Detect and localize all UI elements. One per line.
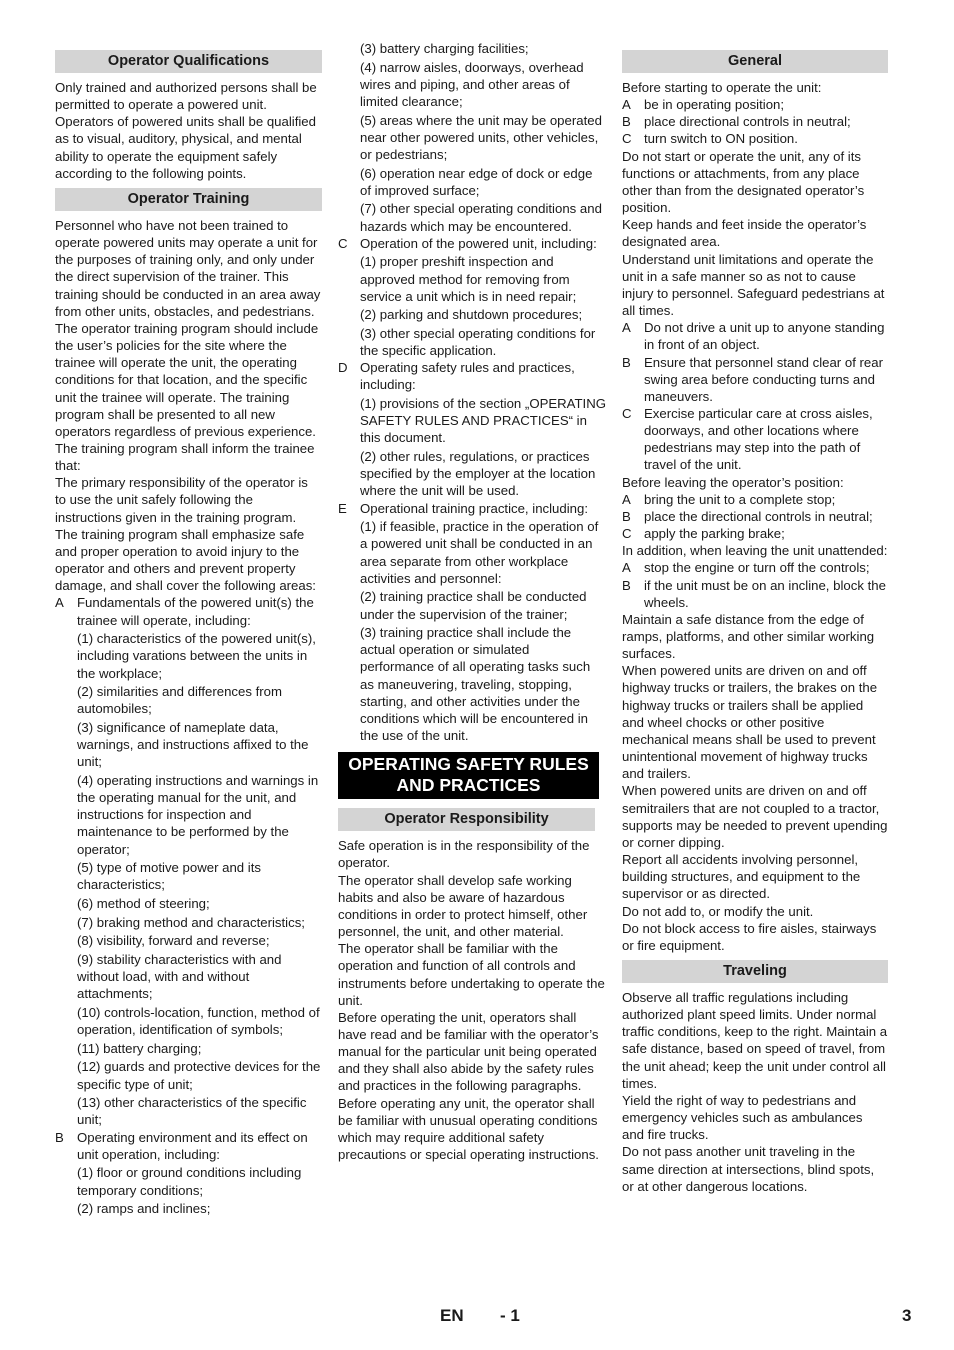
sub-item: (5) areas where the unit may be operated near other powered units, other vehicles, or pedestrians; [360, 112, 602, 162]
heading-operator-training: Operator Training [55, 188, 322, 211]
paragraph: Report all accidents involving personnel, building structures, and equipment to the supervisor or as directed. [622, 852, 861, 902]
sub-item: (5) type of motive power and its characteristics; [77, 860, 261, 893]
column-right [622, 44, 888, 1195]
paragraph: The operator training program should include the user’s policies for the site where the trainee will operate the unit, the operating conditions for that location, and the specific unit the trainee will operate. The training program shall be presented to all new operators regardless of previous experience. [55, 320, 319, 439]
list-letter: B [622, 577, 631, 593]
paragraph: Personnel who have not been trained to operate powered units may operate a unit for the purposes of training only, and only under the direct supervision of the trainer. This training should be conducted in an area away from other units, obstacles, and pedestrians. [55, 217, 321, 319]
paragraph: Before operating the unit, operators shall have read and be familiar with the operator’s manual for the particular unit being operated and they shall also abide by the safety rules and practices in the following paragraphs. [338, 1009, 599, 1094]
list-text: turn switch to ON position. [644, 131, 798, 147]
list-letter: B [55, 1129, 64, 1145]
list-letter: B [622, 114, 631, 130]
list-text: place directional controls in neutral; [644, 114, 851, 130]
list-text: apply the parking brake; [644, 526, 785, 542]
list-text: bring the unit to a complete stop; [644, 491, 836, 507]
paragraph: Do not pass another unit traveling in the same direction at intersections, blind spots, or at other dangerous locations. [622, 1144, 875, 1194]
paragraph: Before starting to operate the unit: [622, 80, 822, 95]
list-letter: B [622, 354, 631, 370]
sub-item: (6) method of steering; [77, 896, 210, 912]
paragraph: When powered units are driven on and off semitrailers that are not coupled to a tractor, supports may be needed to prevent upending or corner dipping. [622, 783, 888, 850]
list-item [622, 491, 888, 508]
sub-item: (10) controls-location, function, method of operation, identification of symbols; [77, 1004, 320, 1038]
list-letter: A [622, 491, 631, 507]
list-letter: C [338, 235, 348, 251]
column-middle [338, 41, 607, 1163]
paragraph: Safe operation is in the responsibility of the operator. [338, 838, 590, 871]
paragraph: Do not start or operate the unit, any of its functions or attachments, from any place other than from the designated operator’s position. [622, 148, 865, 216]
list-item [622, 130, 888, 147]
paragraph: The training program shall emphasize safe and proper operation to avoid injury to the operator and others and prevent property damage, and shall cover the following areas: [55, 526, 316, 594]
paragraph: Observe all traffic regulations including authorized plant speed limits. Under normal traffic conditions, keep to the right. Maintain a safe distance, based on speed of travel, from the unit ahead; keep the unit under control all times. [622, 989, 888, 1091]
list-letter: A [55, 595, 64, 611]
sub-item: (2) ramps and inclines; [77, 1201, 211, 1217]
list-letter: C [622, 526, 632, 542]
paragraph: The training program shall inform the trainee that: [55, 440, 315, 474]
footer-page-ref: - 1 [500, 1306, 520, 1325]
list-letter: C [622, 131, 632, 147]
list-item [622, 96, 888, 113]
list-item-d [338, 359, 606, 393]
list-item-b [55, 1129, 322, 1163]
list-text: Operation of the powered unit, including: [360, 235, 597, 251]
paragraph: The primary responsibility of the operator is to use the unit safely following the instructions given in the training program. [55, 475, 308, 525]
list-item [622, 113, 888, 130]
paragraph: Before leaving the operator’s position: [622, 474, 844, 490]
list-item-e [338, 500, 606, 517]
list-text: Ensure that personnel stand clear of rear swing area before conducting turns and maneuvers. [644, 354, 883, 404]
sub-item: (11) battery charging; [77, 1040, 202, 1056]
sub-item: (1) provisions of the section „OPERATING SAFETY RULES AND PRACTICES“ in this document. [360, 396, 607, 446]
list-item [622, 559, 888, 576]
list-letter: A [622, 560, 631, 576]
paragraph: When powered units are driven on and off highway trucks or trailers, the brakes on the highway trucks or trailers shall be applied and wheel chocks or other positive mechanical means shall be used to prevent unintentional movement of highway trucks and trailers. [622, 663, 878, 782]
list-item [622, 405, 888, 474]
list-text: Exercise particular care at cross aisles, doorways, and other locations where pedestrians may step into the path of travel of the unit. [644, 405, 873, 473]
sub-item: (3) other special operating conditions for the specific application. [360, 326, 596, 359]
paragraph: Understand unit limitations and operate the unit in a safe manner so as not to cause injury to personnel. Safeguard pedestrians at all times. [622, 251, 885, 319]
paragraph: The operator shall develop safe working habits and also be aware of hazardous conditions in order to protect himself, other personnel, the unit, and other material. [338, 872, 588, 940]
paragraph: Keep hands and feet inside the operator’s designated area. [622, 217, 867, 250]
list-item [622, 525, 888, 542]
paragraph: Do not add to, or modify the unit. [622, 903, 814, 919]
sub-item: (4) operating instructions and warnings in the operating manual for the unit, and instructions for inspection and maintenance to be performed by the operator; [77, 772, 319, 857]
sub-item: (2) similarities and differences from automobiles; [77, 684, 282, 717]
list-text: Operational training practice, including: [360, 500, 588, 516]
heading-general: General [622, 50, 888, 73]
sub-item: (2) training practice shall be conducted under the supervision of the trainer; [360, 589, 587, 622]
list-text: Fundamentals of the powered unit(s) the trainee will operate, including: [77, 595, 314, 628]
paragraph: In addition, when leaving the unit unattended: [622, 543, 888, 559]
list-text: be in operating position; [644, 97, 785, 113]
paragraph: Only trained and authorized persons shall be permitted to operate a powered unit. Operators of powered units shall be qualified as to visual, auditory, physical, and mental ability to operate the equipment safely according to the following points. [55, 80, 317, 181]
list-text: Operating environment and its effect on unit operation, including: [77, 1129, 308, 1162]
paragraph: Maintain a safe distance from the edge of ramps, platforms, and other similar working surfaces. [622, 611, 875, 662]
list-item [622, 508, 888, 525]
list-item-c [338, 235, 606, 252]
list-letter: A [622, 320, 631, 336]
sub-item: (8) visibility, forward and reverse; [77, 933, 270, 949]
page-number: 3 [902, 1306, 912, 1325]
list-item [622, 319, 888, 353]
list-text: Operating safety rules and practices, including: [360, 360, 575, 393]
heading-traveling: Traveling [622, 960, 888, 983]
sub-item: (2) parking and shutdown procedures; [360, 307, 583, 323]
sub-item: (1) proper preshift inspection and approved method for removing from service a unit which is in need repair; [360, 254, 577, 304]
list-text: Do not drive a unit up to anyone standing in front of an object. [644, 320, 885, 353]
heading-operator-qualifications: Operator Qualifications [55, 50, 322, 73]
sub-item: (1) characteristics of the powered unit(s), including varations between the units in the workplace; [77, 631, 316, 681]
sub-item: (9) stability characteristics with and without load, with and without attachments; [77, 952, 282, 1002]
list-letter: A [622, 97, 631, 113]
sub-item: (3) significance of nameplate data, warnings, and instructions affixed to the unit; [77, 719, 309, 770]
paragraph: Yield the right of way to pedestrians and emergency vehicles such as ambulances and fire trucks. [622, 1092, 863, 1143]
sub-item: (3) battery charging facilities; [360, 41, 529, 56]
paragraph: The operator shall be familiar with the operation and function of all controls and instruments before undertaking to operate the unit. [338, 941, 605, 1008]
sub-item: (7) braking method and characteristics; [77, 914, 305, 930]
heading-operator-responsibility: Operator Responsibility [338, 808, 595, 831]
list-text: stop the engine or turn off the controls; [644, 560, 870, 576]
column-left [55, 44, 322, 1217]
list-letter: E [338, 500, 347, 516]
footer-language: EN [440, 1306, 464, 1325]
paragraph: Do not block access to fire aisles, stairways or fire equipment. [622, 920, 877, 953]
sub-item: (1) floor or ground conditions including temporary conditions; [77, 1165, 302, 1198]
section-title: OPERATING SAFETY RULES AND PRACTICES [338, 752, 599, 799]
sub-item: (1) if feasible, practice in the operation of a powered unit shall be conducted in an area separate from other workplace activities and personnel: [360, 519, 599, 586]
list-text: place the directional controls in neutral; [644, 508, 873, 524]
list-letter: D [338, 360, 348, 376]
sub-item: (3) training practice shall include the actual operation or simulated performance of all operating tasks such as maneuvering, traveling, stopping, starting, and other activities under the conditions which will be encountered in the use of the unit. [360, 625, 591, 744]
list-item [622, 354, 888, 405]
sub-item: (13) other characteristics of the specific unit; [77, 1095, 307, 1128]
sub-item: (6) operation near edge of dock or edge of improved surface; [360, 165, 593, 198]
list-letter: B [622, 508, 631, 524]
sub-item: (4) narrow aisles, doorways, overhead wires and piping, and other areas of limited clearance; [360, 59, 584, 109]
sub-item: (12) guards and protective devices for the specific type of unit; [77, 1059, 321, 1092]
list-text: if the unit must be on an incline, block the wheels. [644, 577, 886, 610]
paragraph: Before operating any unit, the operator shall be familiar with unusual operating conditions which may require additional safety precautions or special operating instructions. [338, 1095, 599, 1163]
list-item [622, 577, 888, 611]
list-item-a [55, 594, 322, 628]
sub-item: (2) other rules, regulations, or practices specified by the employer at the location where the unit will be used. [360, 449, 596, 499]
sub-item: (7) other special operating conditions and hazards which may be encountered. [360, 201, 602, 234]
list-letter: C [622, 405, 632, 421]
